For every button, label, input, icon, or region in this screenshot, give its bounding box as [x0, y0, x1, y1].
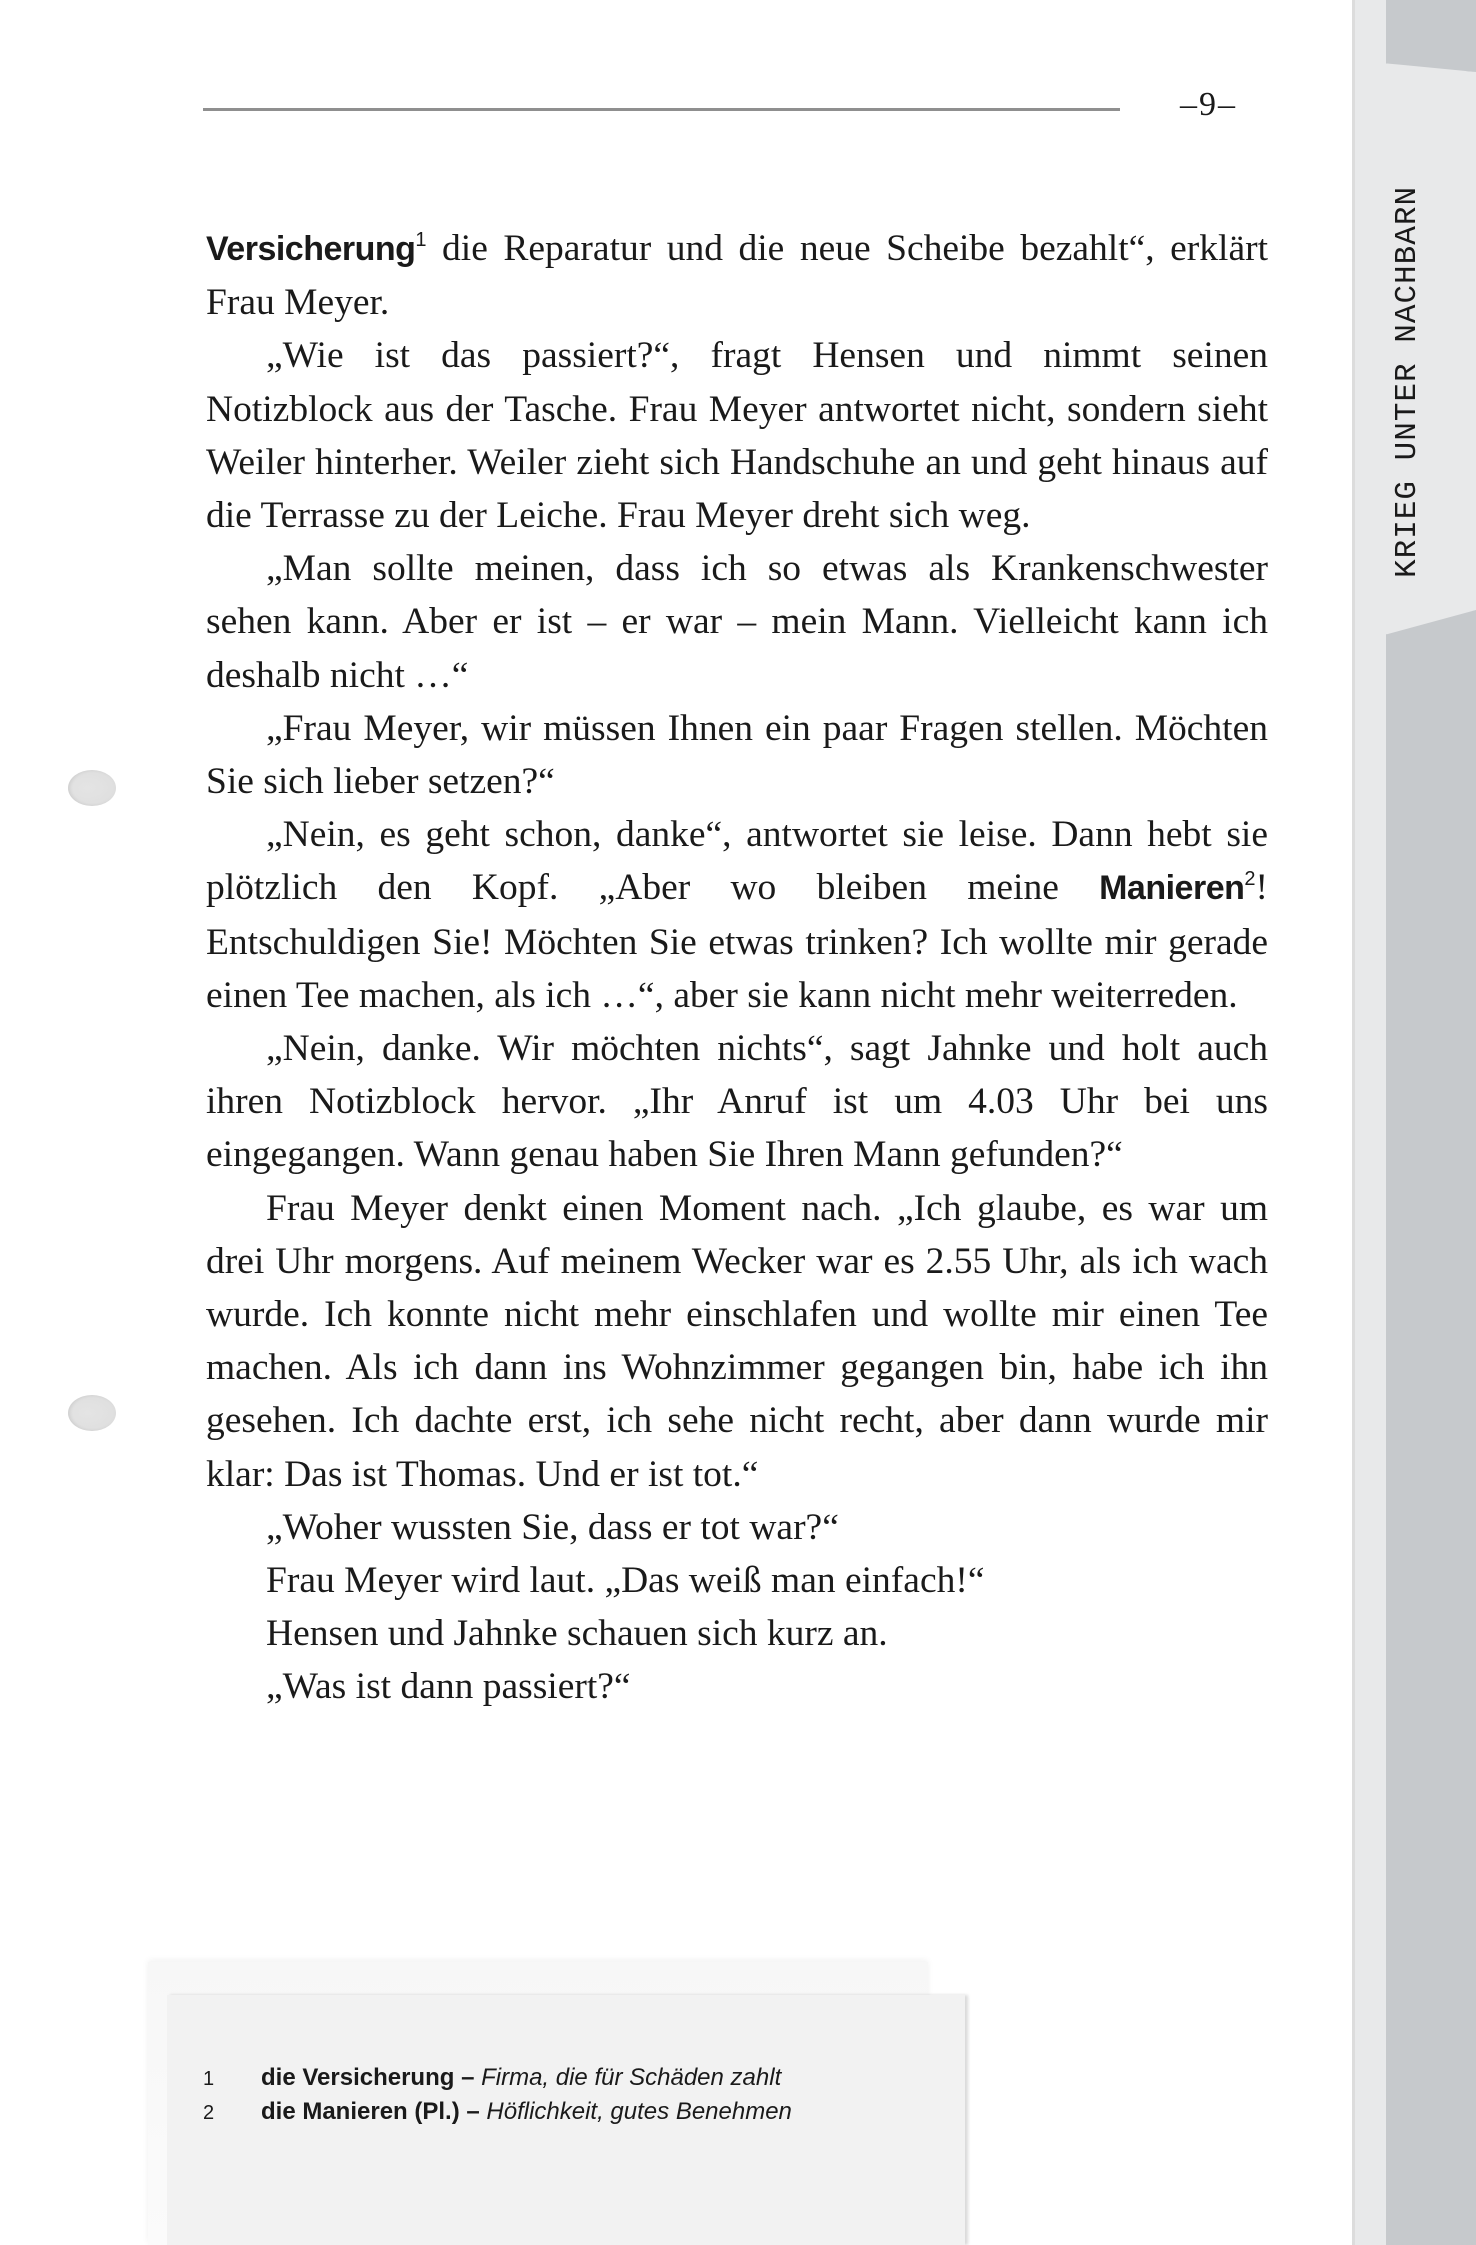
footnote-ref: 1	[415, 229, 427, 251]
paragraph: „Wie ist das passiert?“, fragt Hensen und nimmt seinen Notizblock aus der Tasche. Frau Meyer antwortet nicht, sondern sieht Weiler hinterher. Weiler zieht sich Handschuhe an und geht hinaus auf die Terrasse zu der Leiche. Frau Meyer dreht sich weg.	[206, 335, 1268, 537]
paragraph-text: die Reparatur und die neue Scheibe bezahlt“, erklärt Frau Meyer.	[206, 228, 1268, 324]
footnote-separator: –	[459, 2098, 487, 2125]
paragraph: Frau Meyer wird laut. „Das weiß man einfach!“	[266, 1560, 985, 1602]
paragraph: Hensen und Jahnke schauen sich kurz an.	[266, 1613, 888, 1655]
footnote-definition: Firma, die für Schäden zahlt	[481, 2064, 782, 2091]
thumb-tab-top	[1386, 0, 1476, 72]
glossary-term: Versicherung	[206, 230, 416, 268]
footnote-term: die Versicherung	[261, 2064, 455, 2091]
glossary-term: Manieren	[1099, 869, 1245, 908]
paragraph	[206, 222, 1268, 329]
paragraph-text: ! Entschuldigen Sie! Möchten Sie etwas trinken? Ich wollte mir gerade einen Tee machen, als ich …“, aber sie kann nicht mehr weiterreden.	[206, 867, 1268, 1016]
paragraph: „Frau Meyer, wir müssen Ihnen ein paar Fragen stellen. Möchten Sie sich lieber setzen?“	[206, 707, 1268, 803]
running-title: KRIEG UNTER NACHBARN	[1390, 185, 1425, 578]
paragraph: Frau Meyer denkt einen Moment nach. „Ich glaube, es war um drei Uhr morgens. Auf meinem Wecker war es 2.55 Uhr, als ich wach wurde. Ich konnte nicht mehr einschlafen und wollte mir einen Tee machen. Als ich dann ins Wohnzimmer gegangen bin, habe ich ihn gesehen. Ich dachte erst, ich sehe nicht recht, aber dann wurde mir klar: Das ist Thomas. Und er ist tot.“	[206, 1187, 1268, 1495]
thumb-tab-bottom	[1386, 610, 1476, 2245]
paragraph: „Nein, danke. Wir möchten nichts“, sagt Jahnke und holt auch ihren Notizblock hervor. „Ihr Anruf ist um 4.03 Uhr bei uns eingegangen. Wann genau haben Sie Ihren Mann gefunden?“	[206, 1028, 1268, 1176]
header-rule	[203, 108, 1120, 111]
paragraph: „Woher wussten Sie, dass er tot war?“	[266, 1506, 839, 1548]
footnote-ref: 2	[1244, 868, 1256, 891]
footnote-term: die Manieren (Pl.)	[261, 2098, 460, 2125]
footnote-number: 1	[203, 2068, 215, 2090]
body-text	[206, 222, 1268, 1714]
paragraph: „Was ist dann passiert?“	[266, 1666, 631, 1708]
footnote-separator: –	[454, 2064, 482, 2091]
footnote-2	[203, 2098, 792, 2126]
paragraph-text: „Nein, es geht schon, danke“, antwortet sie leise. Dann hebt sie plötzlich den Kopf. „Aber wo bleiben meine	[206, 814, 1268, 909]
punch-hole-icon	[68, 1395, 116, 1431]
footnote-number: 2	[203, 2102, 215, 2124]
paragraph	[206, 808, 1268, 1022]
punch-hole-icon	[68, 770, 116, 806]
footnote-1	[203, 2064, 781, 2092]
paragraph: „Man sollte meinen, dass ich so etwas als Krankenschwester sehen kann. Aber er ist – er war – mein Mann. Vielleicht kann ich deshalb nicht …“	[206, 548, 1268, 696]
page-number: –9–	[1180, 86, 1237, 123]
footnote-definition: Höflichkeit, gutes Benehmen	[486, 2098, 792, 2125]
